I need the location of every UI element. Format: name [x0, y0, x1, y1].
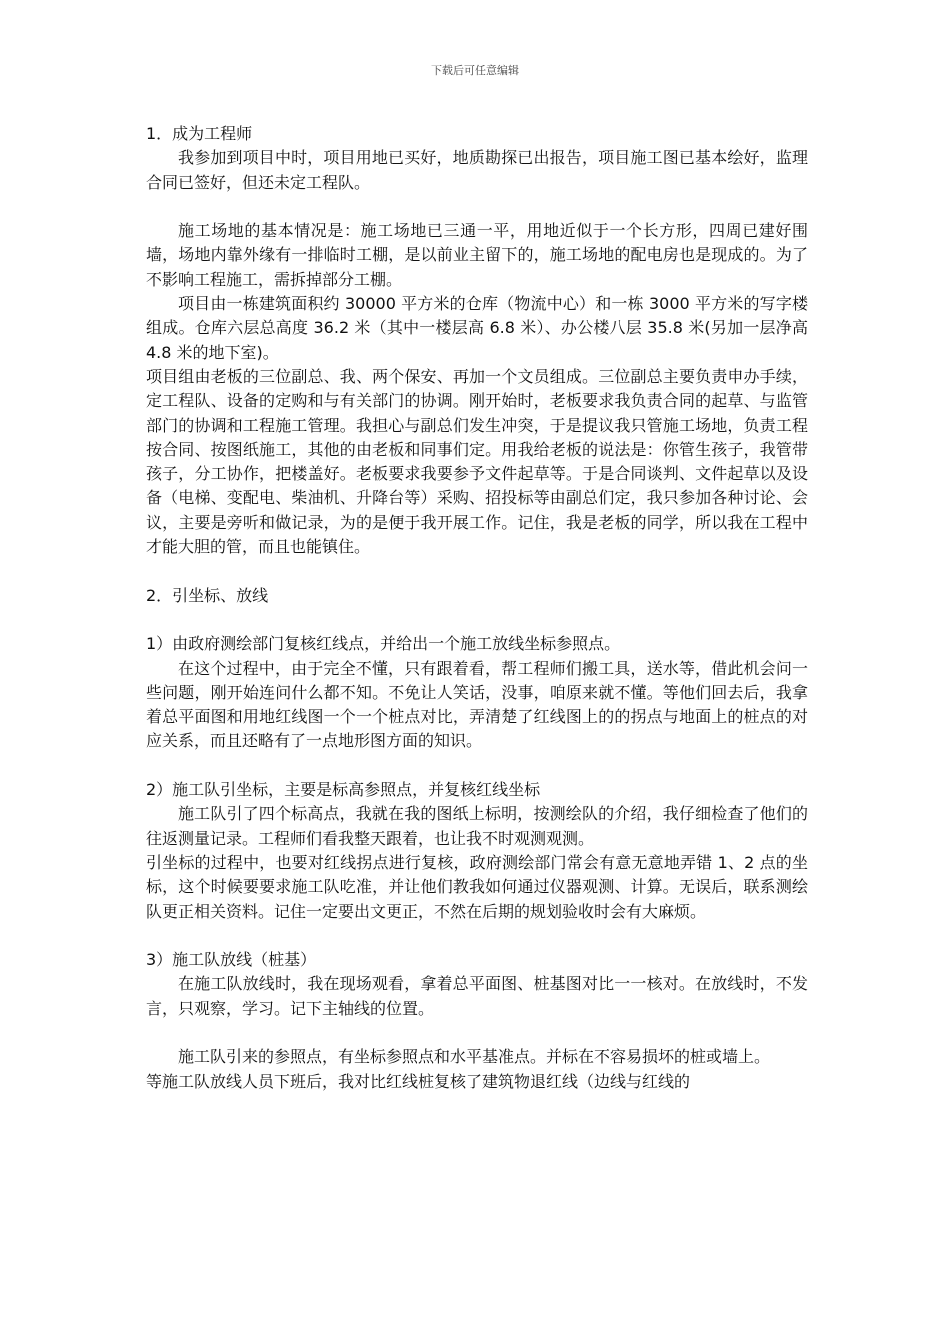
paragraph: 施工队引来的参照点，有坐标参照点和水平基准点。并标在不容易损坏的桩或墙上。 — [178, 1047, 771, 1067]
paragraph: 施工场地的基本情况是：施工场地已三通一平，用地近似于一个长方形，四周已建好围墙，场地内靠外缘有一排临时工棚，是以前业主留下的，施工场地的配电房也是现成的。为了不影响工程施工，需拆掉部分工棚。 — [146, 221, 808, 289]
blank-line — [146, 608, 808, 632]
paragraph: 在这个过程中，由于完全不懂，只有跟着看，帮工程师们搬工具，送水等，借此机会问一些问题，刚开始连问什么都不知。不免让人笑话，没事，咱原来就不懂。等他们回去后，我拿着总平面图和用地红线图一个一个桩点对比，弄清楚了红线图上的的拐点与地面上的桩点的对应关系，而且还略有了一点地形图方面的知识。 — [146, 658, 808, 751]
blank-line — [146, 1021, 808, 1045]
blank-line — [146, 195, 808, 219]
subsection-3-heading: 3）施工队放线（桩基） — [146, 950, 317, 970]
paragraph: 项目由一栋建筑面积约 30000 平方米的仓库（物流中心）和一栋 3000 平方米的写字楼组成。仓库六层总高度 36.2 米（其中一楼层高 6.8 米）、办公楼八层 35.8 米(另加一层净高 4.8 米的地下室)。 — [146, 294, 808, 362]
document-body — [146, 122, 808, 1094]
paragraph: 在施工队放线时，我在现场观看，拿着总平面图、桩基图对比一一核对。在放线时，不发言，只观察，学习。记下主轴线的位置。 — [146, 974, 808, 1018]
paragraph: 等施工队放线人员下班后，我对比红线桩复核了建筑物退红线（边线与红线的 — [146, 1071, 691, 1091]
blank-line — [146, 924, 808, 948]
paragraph: 我参加到项目中时，项目用地已买好，地质勘探已出报告，项目施工图已基本绘好，监理合同已签好，但还未定工程队。 — [146, 148, 808, 192]
paragraph: 施工队引了四个标高点，我就在我的图纸上标明，按测绘队的介绍，我仔细检查了他们的往返测量记录。工程师们看我整天跟着，也让我不时观测观测。 — [146, 804, 808, 848]
blank-line — [146, 559, 808, 583]
section-1-heading: 1．成为工程师 — [146, 124, 253, 143]
subsection-2-heading: 2）施工队引坐标，主要是标高参照点，并复核红线坐标 — [146, 780, 541, 800]
page-header: 下载后可任意编辑 — [431, 64, 519, 77]
paragraph: 引坐标的过程中，也要对红线拐点进行复核，政府测绘部门常会有意无意地弄错 1、2 点的坐标，这个时候要要求施工队吃准，并让他们教我如何通过仪器观测、计算。无误后，联系测绘队更正相关资料。记住一定要出文更正，不然在后期的规划验收时会有大麻烦。 — [146, 852, 808, 921]
section-2-heading: 2．引坐标、放线 — [146, 585, 269, 605]
subsection-1-heading: 1）由政府测绘部门复核红线点，并给出一个施工放线坐标参照点。 — [146, 634, 621, 654]
paragraph: 项目组由老板的三位副总、我、两个保安、再加一个文员组成。三位副总主要负责申办手续，定工程队、设备的定购和与有关部门的协调。刚开始时，老板要求我负责合同的起草、与监管部门的协调和工程施工管理。我担心与副总们发生冲突，于是提议我只管施工场地，负责工程按合同、按图纸施工，其他的由老板和同事们定。用我给老板的说法是：你管生孩子，我管带孩子，分工协作，把楼盖好。老板要求我要参予文件起草等。于是合同谈判、文件起草以及设备（电梯、变配电、柴油机、升降台等）采购、招投标等由副总们定，我只参加各种讨论、会议，主要是旁听和做记录，为的是便于我开展工作。记住，我是老板的同学，所以我在工程中才能大胆的管，而且也能镇住。 — [146, 366, 808, 557]
blank-line — [146, 754, 808, 778]
